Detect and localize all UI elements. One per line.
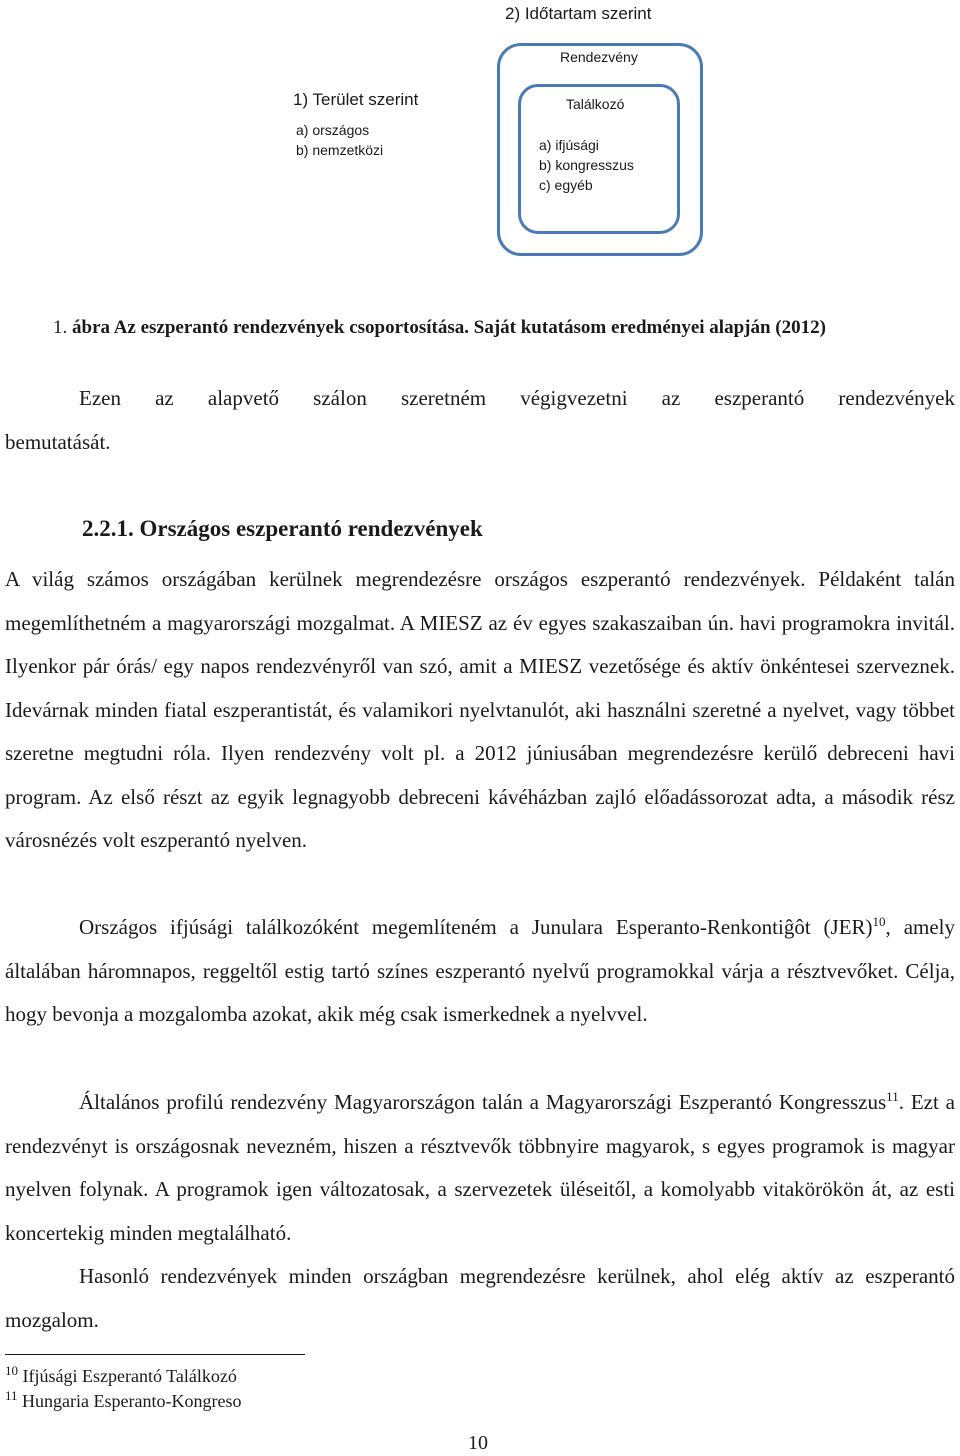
intro-line-2: bemutatását.	[5, 429, 111, 454]
intro-line-1: Ezen az alapvető szálon szeretném végigvezetni az eszperantó rendezvények	[79, 386, 955, 410]
paragraph-2	[5, 906, 955, 1037]
diagram-inner-item: b) kongresszus	[539, 157, 634, 173]
footnote-text: Ifjúsági Eszperantó Találkozó	[22, 1366, 237, 1386]
footnote-number: 11	[5, 1388, 18, 1403]
intro-paragraph	[5, 377, 955, 464]
caption-number: 1.	[53, 317, 68, 338]
footnote-ref-11[interactable]: 11	[886, 1089, 899, 1104]
page-number: 10	[468, 1432, 488, 1454]
diagram-area-title: 1) Terület szerint	[293, 90, 419, 109]
paragraph-3	[5, 1081, 955, 1255]
diagram-area-item: a) országos	[296, 122, 370, 138]
diagram-area-item: b) nemzetközi	[296, 142, 384, 158]
footnote-11	[5, 1388, 242, 1412]
diagram-inner-item: a) ifjúsági	[539, 137, 599, 153]
paragraph-2-text-a: Országos ifjúsági találkozóként megemlíteném a Junulara Esperanto-Renkontiĝôt (JER)	[79, 915, 873, 939]
footnote-number: 10	[5, 1363, 18, 1378]
caption-text: ábra Az eszperantó rendezvények csoportosítása. Saját kutatásom eredményei alapján (2012)	[72, 317, 826, 338]
footnote-ref-10[interactable]: 10	[872, 914, 886, 929]
footnote-10	[5, 1363, 237, 1387]
paragraph-3-text-b: . Ezt a rendezvényt is országosnak nevezném, hiszen a résztvevők többnyire magyarok, s egyes programok is magyar nyelven folynak. A programok igen változatosak, a szervezetek üléseitől, a komolyabb vitakörökön át, az esti koncertekig minden megtalálható.	[5, 1090, 955, 1245]
paragraph-4-text: Hasonló rendezvények minden országban megrendezésre kerülnek, ahol elég aktív az eszperantó mozgalom.	[5, 1264, 955, 1332]
footnote-text: Hungaria Esperanto-Kongreso	[22, 1391, 242, 1411]
diagram-outer-label: Rendezvény	[560, 49, 638, 65]
diagram-inner-label: Találkozó	[566, 96, 625, 112]
paragraph-3-text-a: Általános profilú rendezvény Magyarországon talán a Magyarországi Eszperantó Kongresszus	[79, 1090, 887, 1114]
paragraph-4	[5, 1255, 955, 1342]
diagram-duration-title: 2) Időtartam szerint	[505, 4, 652, 23]
paragraph-1: A világ számos országában kerülnek megrendezésre országos eszperantó rendezvények. Példaként talán megemlíthetném a magyarországi mozgalmat. A MIESZ az év egyes szakaszaiban ún. havi programokra invitál. Ilyenkor pár órás/ egy napos rendezvényről van szó, amit a MIESZ vezetősége és aktív önkéntesei szerveznek. Idevárnak minden fiatal eszperantistát, és valamikori nyelvtanulót, aki használni szeretné a nyelvet, vagy többet szeretne megtudni róla. Ilyen rendezvény volt pl. a 2012 júniusában megrendezésre kerülő debreceni havi program. Az első részt az egyik legnagyobb debreceni kávéházban zajló előadássorozat adta, a második rész városnézés volt eszperantó nyelven.	[5, 567, 955, 852]
paragraph-2-text-b: , amely általában háromnapos, reggeltől estig tartó színes eszperantó nyelvű programokkal várja a résztvevőket. Célja, hogy bevonja a mozgalomba azokat, akik még csak ismerkednek a nyelvvel.	[5, 915, 955, 1026]
section-heading: 2.2.1. Országos eszperantó rendezvények	[82, 516, 483, 541]
footnote-separator	[5, 1354, 305, 1355]
diagram-inner-item: c) egyéb	[539, 177, 593, 193]
figure-caption	[53, 317, 826, 339]
